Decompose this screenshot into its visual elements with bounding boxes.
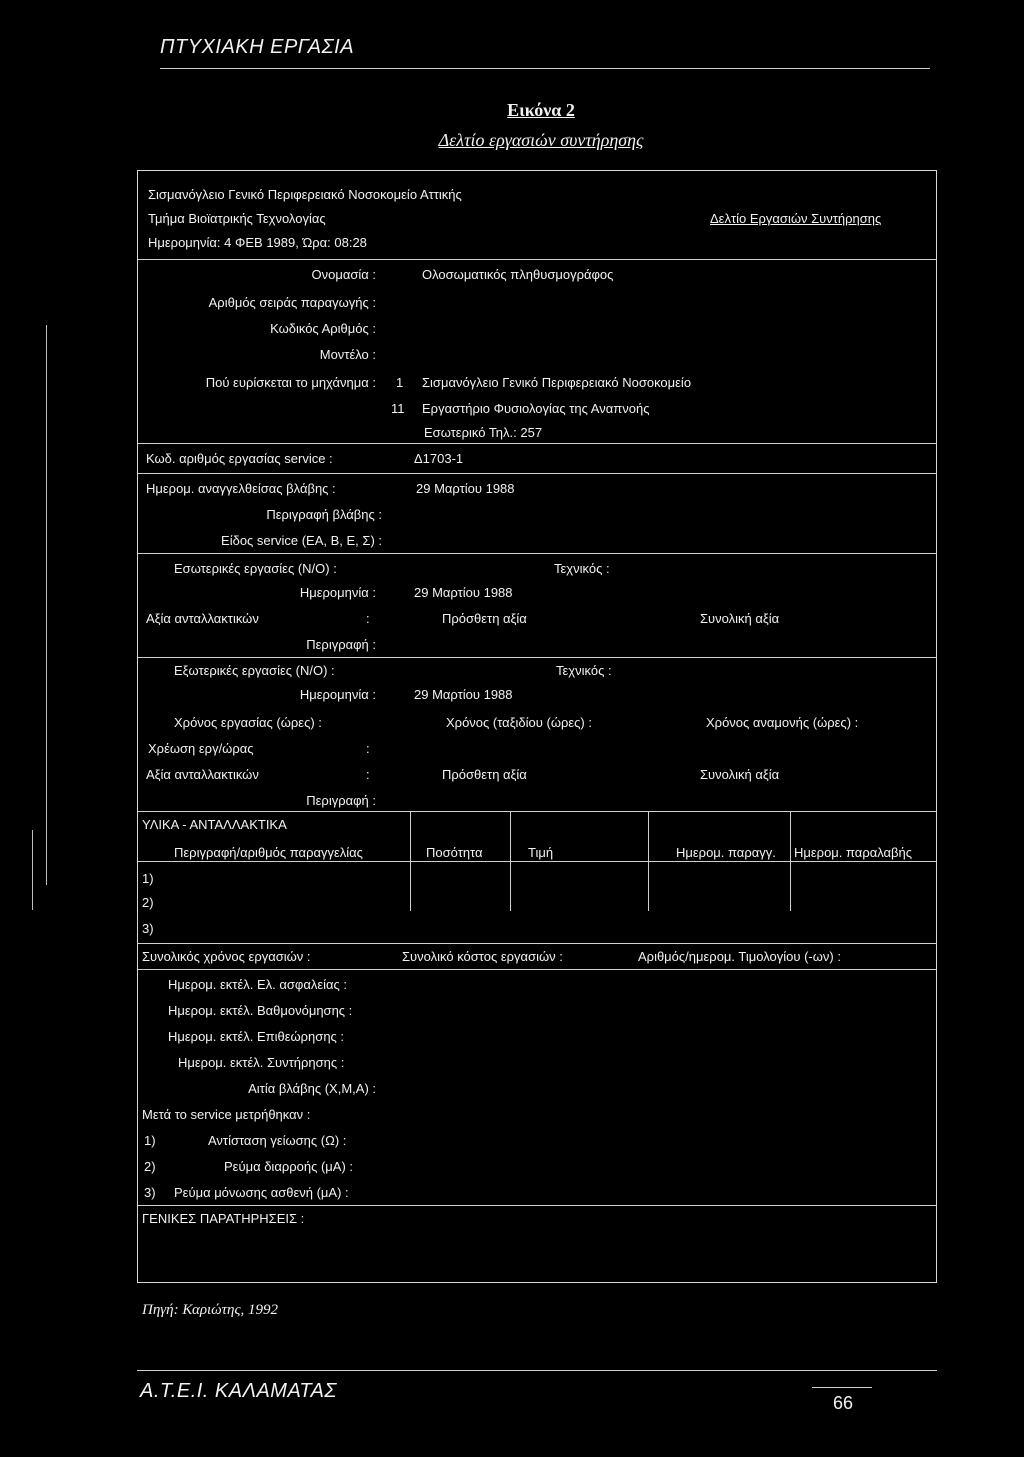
added-value-label: Πρόσθετη αξία: [442, 611, 527, 626]
service-type-label: Είδος service (ΕΑ, Β, Ε, Σ) :: [221, 533, 382, 548]
location-value-2: Εργαστήριο Φυσιολογίας της Αναπνοής: [422, 401, 650, 416]
general-remarks-label: ΓΕΝΙΚΕΣ ΠΑΡΑΤΗΡΗΣΕΙΣ :: [142, 1211, 305, 1226]
model-label: Μοντέλο :: [319, 347, 376, 362]
name-value: Ολοσωματικός πληθυσμογράφος: [422, 267, 614, 282]
divider: [138, 259, 936, 260]
work-time-label: Χρόνος εργασίας (ώρες) :: [174, 715, 322, 730]
measurement-1-num: 1): [144, 1133, 156, 1148]
external-work-label: Εξωτερικές εργασίες (Ν/Ο) :: [174, 663, 335, 678]
col-receipt-date: Ημερομ. παραλαβής: [794, 845, 913, 860]
divider: [138, 443, 936, 444]
charge-label: Χρέωση εργ/ώρας: [148, 741, 254, 756]
parts-value-colon: :: [366, 611, 370, 626]
materials-title: ΥΛΙΚΑ - ΑΝΤΑΛΛΑΚΤΙΚΑ: [142, 817, 287, 832]
travel-time-label: Χρόνος (ταξιδίου (ώρες) :: [446, 715, 592, 730]
charge-colon: :: [366, 741, 370, 756]
col-order-date: Ημερομ. παραγγ.: [676, 845, 776, 860]
fault-date-label: Ημερομ. αναγγελθείσας βλάβης :: [146, 481, 336, 496]
external-parts-label: Αξία ανταλλακτικών: [146, 767, 259, 782]
technician-label: Τεχνικός :: [554, 561, 610, 576]
maintenance-form: [137, 170, 937, 1283]
header-rule: [160, 68, 930, 69]
page-number: 66: [833, 1393, 854, 1413]
total-value-label: Συνολική αξία: [700, 611, 780, 626]
calibration-date-label: Ημερομ. εκτέλ. Βαθμονόμησης :: [168, 1003, 353, 1018]
figure-title: Δελτίο εργασιών συντήρησης: [438, 130, 644, 150]
material-row-3: 3): [142, 921, 154, 936]
department-name: Τμήμα Βιοϊατρικής Τεχνολογίας: [148, 211, 326, 226]
form-title: Δελτίο Εργασιών Συντήρησης: [710, 211, 882, 226]
material-row-1: 1): [142, 871, 154, 886]
material-row-2: 2): [142, 895, 154, 910]
invoice-label: Αριθμός/ημερομ. Τιμολογίου (-ων) :: [638, 949, 841, 964]
external-desc-label: Περιγραφή :: [306, 793, 376, 808]
divider: [138, 473, 936, 474]
external-date-value: 29 Μαρτίου 1988: [414, 687, 513, 702]
code-label: Κωδικός Αριθμός :: [270, 321, 376, 336]
table-header-rule: [138, 861, 936, 862]
external-total-label: Συνολική αξία: [700, 767, 780, 782]
serial-label: Αριθμός σειράς παραγωγής :: [208, 295, 376, 310]
col-description: Περιγραφή/αριθμός παραγγελίας: [174, 845, 363, 860]
fault-cause-label: Αιτία βλάβης (Χ,Μ,Α) :: [248, 1081, 376, 1096]
divider: [138, 811, 936, 812]
service-code-value: Δ1703-1: [414, 451, 464, 466]
total-cost-label: Συνολικό κόστος εργασιών :: [402, 949, 563, 964]
hospital-name: Σισμανόγλειο Γενικό Περιφερειακό Νοσοκομείο Αττικής: [148, 187, 462, 202]
divider: [138, 969, 936, 970]
col-quantity: Ποσότητα: [426, 845, 483, 860]
safety-date-label: Ημερομ. εκτέλ. Ελ. ασφαλείας :: [168, 977, 348, 992]
figure-label: Εικόνα 2: [507, 100, 575, 120]
external-date-label: Ημερομηνία :: [299, 687, 376, 702]
parts-value-label: Αξία ανταλλακτικών: [146, 611, 259, 626]
internal-desc-label: Περιγραφή :: [306, 637, 376, 652]
col-price: Τιμή: [528, 845, 554, 860]
internal-work-label: Εσωτερικές εργασίες (Ν/Ο) :: [174, 561, 337, 576]
measurement-1-label: Αντίσταση γείωσης (Ω) :: [208, 1133, 347, 1148]
divider: [138, 553, 936, 554]
measurement-3-num: 3): [144, 1185, 156, 1200]
internal-date-label: Ημερομηνία :: [299, 585, 376, 600]
source-citation: Πηγή: Καριώτης, 1992: [142, 1302, 279, 1318]
external-technician-label: Τεχνικός :: [556, 663, 612, 678]
divider: [138, 657, 936, 658]
location-num-1: 1: [396, 375, 404, 390]
measurement-2-label: Ρεύμα διαρροής (μΑ) :: [224, 1159, 354, 1174]
external-parts-colon: :: [366, 767, 370, 782]
divider: [138, 1205, 936, 1206]
internal-date-value: 29 Μαρτίου 1988: [414, 585, 513, 600]
maintenance-date-label: Ημερομ. εκτέλ. Συντήρησης :: [178, 1055, 345, 1070]
service-code-label: Κωδ. αριθμός εργασίας service :: [146, 451, 333, 466]
footer-institution: Α.Τ.Ε.Ι. ΚΑΛΑΜΑΤΑΣ: [140, 1380, 337, 1402]
footer-rule: [137, 1370, 937, 1371]
margin-rule: [46, 325, 47, 885]
page-number-rule: [812, 1387, 872, 1388]
margin-rule-short: [32, 830, 33, 910]
total-time-label: Συνολικός χρόνος εργασιών :: [142, 949, 311, 964]
measurement-2-num: 2): [144, 1159, 156, 1174]
measurement-3-label: Ρεύμα μόνωσης ασθενή (μΑ) :: [174, 1185, 349, 1200]
inspection-date-label: Ημερομ. εκτέλ. Επιθεώρησης :: [168, 1029, 345, 1044]
fault-date-value: 29 Μαρτίου 1988: [416, 481, 515, 496]
external-added-label: Πρόσθετη αξία: [442, 767, 527, 782]
location-value-1: Σισμανόγλειο Γενικό Περιφερειακό Νοσοκομείο: [422, 375, 692, 390]
wait-time-label: Χρόνος αναμονής (ώρες) :: [706, 715, 859, 730]
location-label: Πού ευρίσκεται το μηχάνημα :: [205, 375, 376, 390]
location-num-2: 11: [391, 401, 405, 416]
fault-desc-label: Περιγραφή βλάβης :: [266, 507, 382, 522]
divider: [138, 943, 936, 944]
name-label: Ονομασία :: [311, 267, 376, 282]
location-value-3: Εσωτερικό Τηλ.: 257: [424, 425, 543, 440]
form-date: Ημερομηνία: 4 ΦΕΒ 1989, Ώρα: 08:28: [148, 235, 367, 250]
running-header: ΠΤΥΧΙΑΚΗ ΕΡΓΑΣΙΑ: [160, 36, 355, 58]
after-service-label: Μετά το service μετρήθηκαν :: [142, 1107, 311, 1122]
